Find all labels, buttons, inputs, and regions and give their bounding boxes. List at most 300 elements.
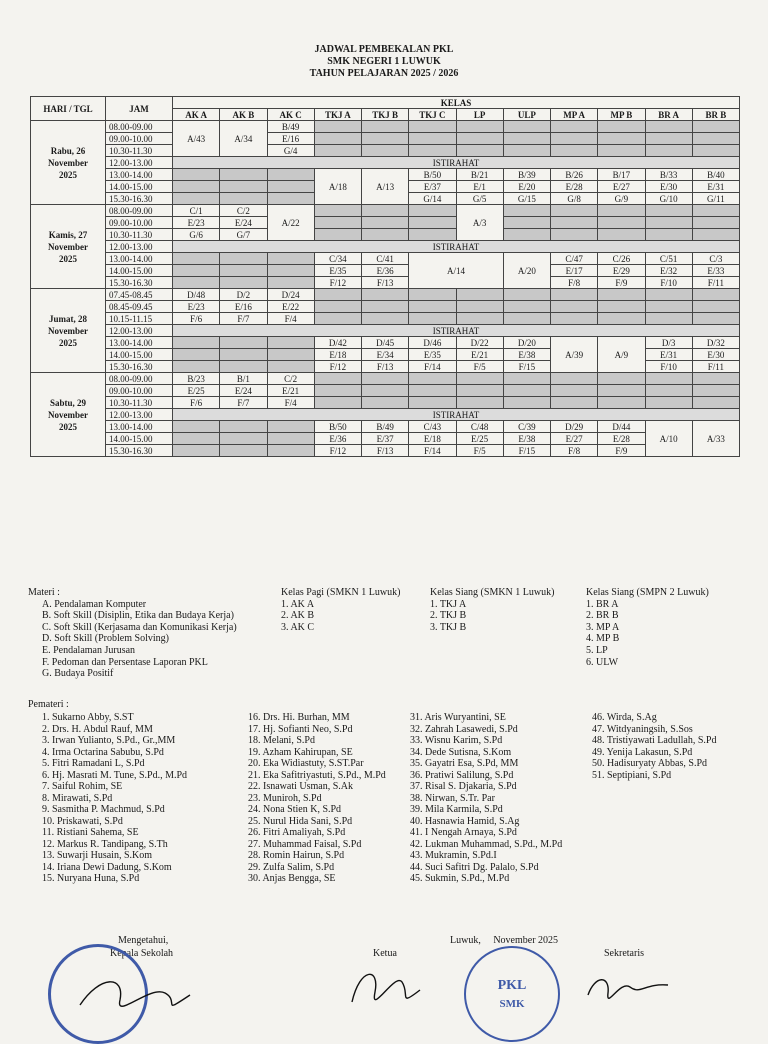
session-cell: B/50 [314,421,361,433]
empty-cell [598,217,645,229]
session-cell: E/36 [314,433,361,445]
day-name: Jumat, 28 [49,313,87,324]
session-cell: B/49 [267,121,314,133]
empty-cell [173,265,220,277]
empty-cell [173,445,220,457]
day-year: 2025 [59,421,77,432]
session-cell: F/6 [173,313,220,325]
session-cell: E/31 [692,181,739,193]
time-cell: 10.30-11.30 [106,145,173,157]
class-header: AK C [267,109,314,121]
kelas-siang-smkn-heading: Kelas Siang (SMKN 1 Luwuk) [430,587,555,598]
list-item: 25. Nurul Hida Sani, S.Pd [248,815,353,827]
header-row [31,97,740,109]
empty-cell [456,121,503,133]
empty-cell [362,289,409,301]
materi-section [28,587,237,680]
empty-cell [551,121,598,133]
list-item: 37. Risal S. Djakaria, S.Pd [410,781,517,792]
session-cell: D/42 [314,337,361,349]
empty-cell [692,133,739,145]
session-cell: E/17 [551,265,598,277]
list-item: 2. TKJ B [430,610,467,622]
time-cell: 10.30-11.30 [106,229,173,241]
time-cell: 09.00-10.00 [106,217,173,229]
empty-cell [267,361,314,373]
list-item: 22. Isnawati Usman, S.Ak [248,781,353,792]
list-item: 43. Mukramin, S.Pd.I [410,850,497,861]
empty-cell [503,397,550,409]
empty-cell [267,433,314,445]
empty-cell [503,313,550,325]
session-cell: A/10 [645,421,692,457]
session-cell: D/20 [503,337,550,349]
session-cell: C/34 [314,253,361,265]
empty-cell [409,133,456,145]
empty-cell [692,373,739,385]
day-cell [31,121,106,205]
session-cell: E/18 [314,349,361,361]
empty-cell [173,421,220,433]
empty-cell [503,217,550,229]
empty-cell [362,397,409,409]
empty-cell [692,289,739,301]
empty-cell [692,301,739,313]
empty-cell [551,133,598,145]
session-cell: C/3 [692,253,739,265]
session-cell: E/30 [645,181,692,193]
list-item: 36. Pratiwi Salilung, S.Pd [410,769,514,781]
list-item: 10. Priskawati, S.Pd [42,815,123,827]
list-item: 3. MP A [586,621,620,633]
empty-cell [173,181,220,193]
table-row [31,385,740,397]
time-cell: 08.00-09.00 [106,205,173,217]
empty-cell [409,373,456,385]
break-row [31,325,740,337]
signature-sekretaris [580,965,680,1020]
session-cell: G/4 [267,145,314,157]
empty-cell [551,217,598,229]
session-cell: F/15 [503,361,550,373]
break-row [31,241,740,253]
list-item: 45. Sukmin, S.Pd., M.Pd [410,873,510,884]
time-cell: 15.30-16.30 [106,193,173,205]
day-year: 2025 [59,253,77,264]
empty-cell [173,433,220,445]
empty-cell [598,205,645,217]
list-item: 13. Suwarji Husain, S.Kom [42,850,152,861]
session-cell: E/38 [503,349,550,361]
session-cell: G/9 [598,193,645,205]
session-cell: E/28 [598,433,645,445]
session-cell: C/47 [551,253,598,265]
session-cell: G/11 [692,193,739,205]
empty-cell [220,253,267,265]
day-cell [31,373,106,457]
empty-cell [409,205,456,217]
session-cell: F/15 [503,445,550,457]
empty-cell [692,313,739,325]
list-item: 1. TKJ A [430,598,467,610]
school-name: SMK NEGERI 1 LUWUK [327,56,441,67]
empty-cell [598,313,645,325]
session-cell: D/22 [456,337,503,349]
session-cell: C/51 [645,253,692,265]
session-cell: A/22 [267,205,314,241]
empty-cell [267,337,314,349]
empty-cell [645,373,692,385]
session-cell: F/12 [314,277,361,289]
list-item: 20. Eka Widiastuty, S.ST.Par [248,758,364,769]
list-item: 6. ULW [586,656,619,668]
class-header: BR B [692,109,739,121]
break-cell: ISTIRAHAT [173,241,740,253]
empty-cell [692,145,739,157]
session-cell: F/8 [551,445,598,457]
empty-cell [409,289,456,301]
class-header: TKJ A [314,109,361,121]
empty-cell [314,217,361,229]
session-cell: F/13 [362,277,409,289]
break-cell: ISTIRAHAT [173,157,740,169]
time-cell: 12.00-13.00 [106,409,173,421]
day-month: November [48,241,88,252]
list-item: 46. Wirda, S.Ag [592,712,657,723]
session-cell: D/45 [362,337,409,349]
stamp-text-bottom: SMK [499,998,525,1010]
list-item: 34. Dede Sutisna, S.Kom [410,746,512,758]
session-cell: A/33 [692,421,739,457]
day-cell [31,205,106,289]
kelas-pagi-heading: Kelas Pagi (SMKN 1 Luwuk) [281,587,401,598]
table-row [31,277,740,289]
list-item: 1. BR A [586,598,619,610]
class-header: LP [456,109,503,121]
session-cell: E/29 [598,265,645,277]
session-cell: A/43 [173,121,220,157]
session-cell: E/21 [456,349,503,361]
session-cell: F/14 [409,445,456,457]
session-cell: E/20 [503,181,550,193]
empty-cell [314,397,361,409]
time-cell: 13.00-14.00 [106,169,173,181]
empty-cell [409,229,456,241]
session-cell: D/3 [645,337,692,349]
list-item: D. Soft Skill (Problem Solving) [42,633,169,645]
time-cell: 13.00-14.00 [106,337,173,349]
class-header: BR A [645,109,692,121]
table-row [31,445,740,457]
session-cell: B/23 [173,373,220,385]
empty-cell [314,121,361,133]
session-cell: F/5 [456,361,503,373]
empty-cell [314,289,361,301]
time-cell: 15.30-16.30 [106,277,173,289]
empty-cell [409,385,456,397]
empty-cell [362,313,409,325]
kelas-siang-smpn-heading: Kelas Siang (SMPN 2 Luwuk) [586,587,709,598]
col-header-jam: JAM [106,97,173,121]
list-item: B. Soft Skill (Disiplin, Etika dan Budaya Kerja) [42,610,234,622]
empty-cell [220,277,267,289]
empty-cell [362,205,409,217]
list-item: C. Soft Skill (Kerjasama dan Komunikasi Kerja) [42,621,237,633]
list-item: 6. Hj. Masrati M. Tune, S.Pd., M.Pd [42,769,188,781]
session-cell: G/8 [551,193,598,205]
table-row [31,433,740,445]
list-item: 8. Mirawati, S.Pd [42,792,113,804]
empty-cell [314,145,361,157]
empty-cell [362,145,409,157]
empty-cell [598,289,645,301]
pemateri-heading: Pemateri : [28,699,69,710]
list-item: 51. Septipiani, S.Pd [592,769,672,781]
empty-cell [362,133,409,145]
session-cell: D/46 [409,337,456,349]
empty-cell [503,301,550,313]
session-cell: C/41 [362,253,409,265]
empty-cell [314,133,361,145]
empty-cell [503,121,550,133]
empty-cell [173,169,220,181]
list-item: A. Pendalaman Komputer [42,598,147,610]
session-cell: E/23 [173,217,220,229]
list-item: 41. I Nengah Arnaya, S.Pd [410,827,517,838]
session-cell: C/39 [503,421,550,433]
list-item: 50. Hadisuryaty Abbas, S.Pd [592,758,707,769]
empty-cell [551,397,598,409]
empty-cell [362,385,409,397]
session-cell: F/10 [645,361,692,373]
session-cell: B/40 [692,169,739,181]
list-item: 17. Hj. Sofianti Neo, S.Pd [248,723,353,735]
empty-cell [362,301,409,313]
session-cell: E/28 [551,181,598,193]
list-item: 24. Nona Stien K, S.Pd [248,804,342,815]
session-cell: D/29 [551,421,598,433]
col-header-kelas: KELAS [173,97,740,109]
session-cell: A/18 [314,169,361,205]
session-cell: F/8 [551,277,598,289]
list-item: 5. Fitri Ramadani L, S.Pd [42,758,145,769]
time-cell: 14.00-15.00 [106,433,173,445]
empty-cell [551,385,598,397]
list-item: 9. Sasmitha P. Machmud, S.Pd [42,804,165,815]
session-cell: E/30 [692,349,739,361]
empty-cell [409,397,456,409]
time-cell: 13.00-14.00 [106,421,173,433]
list-item: 33. Wisnu Karim, S.Pd [410,735,503,746]
empty-cell [456,133,503,145]
session-cell: E/31 [645,349,692,361]
kepala-sekolah-label: Kepala Sekolah [110,948,174,959]
session-cell: G/10 [645,193,692,205]
empty-cell [409,301,456,313]
day-month: November [48,409,88,420]
empty-cell [409,217,456,229]
session-cell: F/9 [598,277,645,289]
empty-cell [456,145,503,157]
session-cell: A/3 [456,205,503,241]
empty-cell [220,361,267,373]
list-item: 19. Azham Kahirupan, SE [248,746,353,758]
signature-kepala-sekolah [70,965,210,1024]
session-cell: D/32 [692,337,739,349]
empty-cell [362,217,409,229]
session-cell: F/6 [173,397,220,409]
empty-cell [598,145,645,157]
list-item: 27. Muhammad Faisal, S.Pd [248,838,362,850]
session-cell: F/9 [598,445,645,457]
pemateri-col-2 [248,712,386,885]
table-row [31,121,740,133]
ketua-label: Ketua [373,948,397,959]
document-title: JADWAL PEMBEKALAN PKL [314,44,454,55]
empty-cell [409,121,456,133]
class-header: TKJ B [362,109,409,121]
kelas-siang-smkn-section [430,587,554,633]
time-cell: 07.45-08.45 [106,289,173,301]
empty-cell [267,253,314,265]
list-item: G. Budaya Positif [42,668,114,680]
session-cell: A/13 [362,169,409,205]
empty-cell [220,433,267,445]
empty-cell [645,121,692,133]
break-row [31,157,740,169]
session-cell: F/12 [314,361,361,373]
time-cell: 10.30-11.30 [106,397,173,409]
day-name: Sabtu, 29 [49,397,86,408]
list-item: 3. Irwan Yulianto, S.Pd., Gr.,MM [42,735,176,746]
session-cell: C/48 [456,421,503,433]
empty-cell [692,229,739,241]
session-cell: A/9 [598,337,645,373]
empty-cell [220,445,267,457]
empty-cell [551,289,598,301]
session-cell: G/14 [409,193,456,205]
session-cell: E/37 [362,433,409,445]
session-cell: F/10 [645,277,692,289]
session-cell: E/23 [173,301,220,313]
list-item: F. Pedoman dan Persentase Laporan PKL [42,656,208,668]
empty-cell [692,397,739,409]
empty-cell [598,397,645,409]
day-year: 2025 [59,337,77,348]
session-cell: E/35 [409,349,456,361]
list-item: 47. Witdyaningsih, S.Sos [592,723,693,735]
session-cell: F/13 [362,361,409,373]
class-header: MP A [551,109,598,121]
empty-cell [220,337,267,349]
session-cell: A/20 [503,253,550,289]
session-cell: F/4 [267,313,314,325]
empty-cell [220,421,267,433]
list-item: 28. Romin Hairun, S.Pd [248,850,345,861]
list-item: 16. Drs. Hi. Burhan, MM [248,712,350,723]
list-item: 5. LP [586,644,608,656]
table-row [31,253,740,265]
session-cell: C/2 [220,205,267,217]
empty-cell [362,229,409,241]
list-item: 18. Melani, S.Pd [248,735,315,746]
empty-cell [362,121,409,133]
empty-cell [456,301,503,313]
session-cell: B/33 [645,169,692,181]
session-cell: A/14 [409,253,504,289]
pemateri-col-3 [410,712,562,885]
schedule-table [30,96,740,457]
empty-cell [598,373,645,385]
empty-cell [267,181,314,193]
list-item: 49. Yenija Lakasun, S.Pd [592,746,693,758]
empty-cell [267,265,314,277]
list-item: 4. Irma Octarina Sabubu, S.Pd [42,746,164,758]
session-cell: E/33 [692,265,739,277]
pemateri-col-1 [42,712,187,885]
empty-cell [173,337,220,349]
session-cell: C/43 [409,421,456,433]
empty-cell [598,385,645,397]
empty-cell [314,313,361,325]
class-header: MP B [598,109,645,121]
time-cell: 10.15-11.15 [106,313,173,325]
list-item: 1. AK A [281,598,315,610]
session-cell: D/24 [267,289,314,301]
empty-cell [267,421,314,433]
session-cell: G/5 [456,193,503,205]
list-item: 48. Tristiyawati Ladullah, S.Pd [592,735,717,746]
time-cell: 14.00-15.00 [106,181,173,193]
empty-cell [314,229,361,241]
time-cell: 08.00-09.00 [106,121,173,133]
empty-cell [220,349,267,361]
pemateri-col-4 [592,712,716,781]
session-cell: B/21 [456,169,503,181]
table-row [31,289,740,301]
table-row [31,397,740,409]
day-cell [31,289,106,373]
list-item: 26. Fitri Amaliyah, S.Pd [248,827,346,838]
empty-cell [362,373,409,385]
session-cell: E/25 [456,433,503,445]
list-item: 15. Nuryana Huna, S.Pd [42,873,140,884]
list-item: 31. Aris Wuryantini, SE [410,712,506,723]
list-item: 23. Muniroh, S.Pd [248,792,322,804]
list-item: 7. Saiful Rohim, SE [42,781,123,792]
empty-cell [267,193,314,205]
session-cell: E/16 [220,301,267,313]
session-cell: B/1 [220,373,267,385]
session-cell: E/38 [503,433,550,445]
session-cell: E/36 [362,265,409,277]
session-cell: F/11 [692,361,739,373]
session-cell: E/34 [362,349,409,361]
day-name: Rabu, 26 [50,145,86,156]
session-cell: A/34 [220,121,267,157]
time-cell: 08.45-09.45 [106,301,173,313]
list-item: 3. AK C [281,621,315,633]
class-header: AK B [220,109,267,121]
empty-cell [314,301,361,313]
table-row [31,337,740,349]
academic-year: TAHUN PELAJARAN 2025 / 2026 [309,68,459,79]
session-cell: E/24 [220,385,267,397]
session-cell: B/17 [598,169,645,181]
list-item: 30. Anjas Bengga, SE [248,873,336,884]
session-cell: F/13 [362,445,409,457]
session-cell: E/21 [267,385,314,397]
